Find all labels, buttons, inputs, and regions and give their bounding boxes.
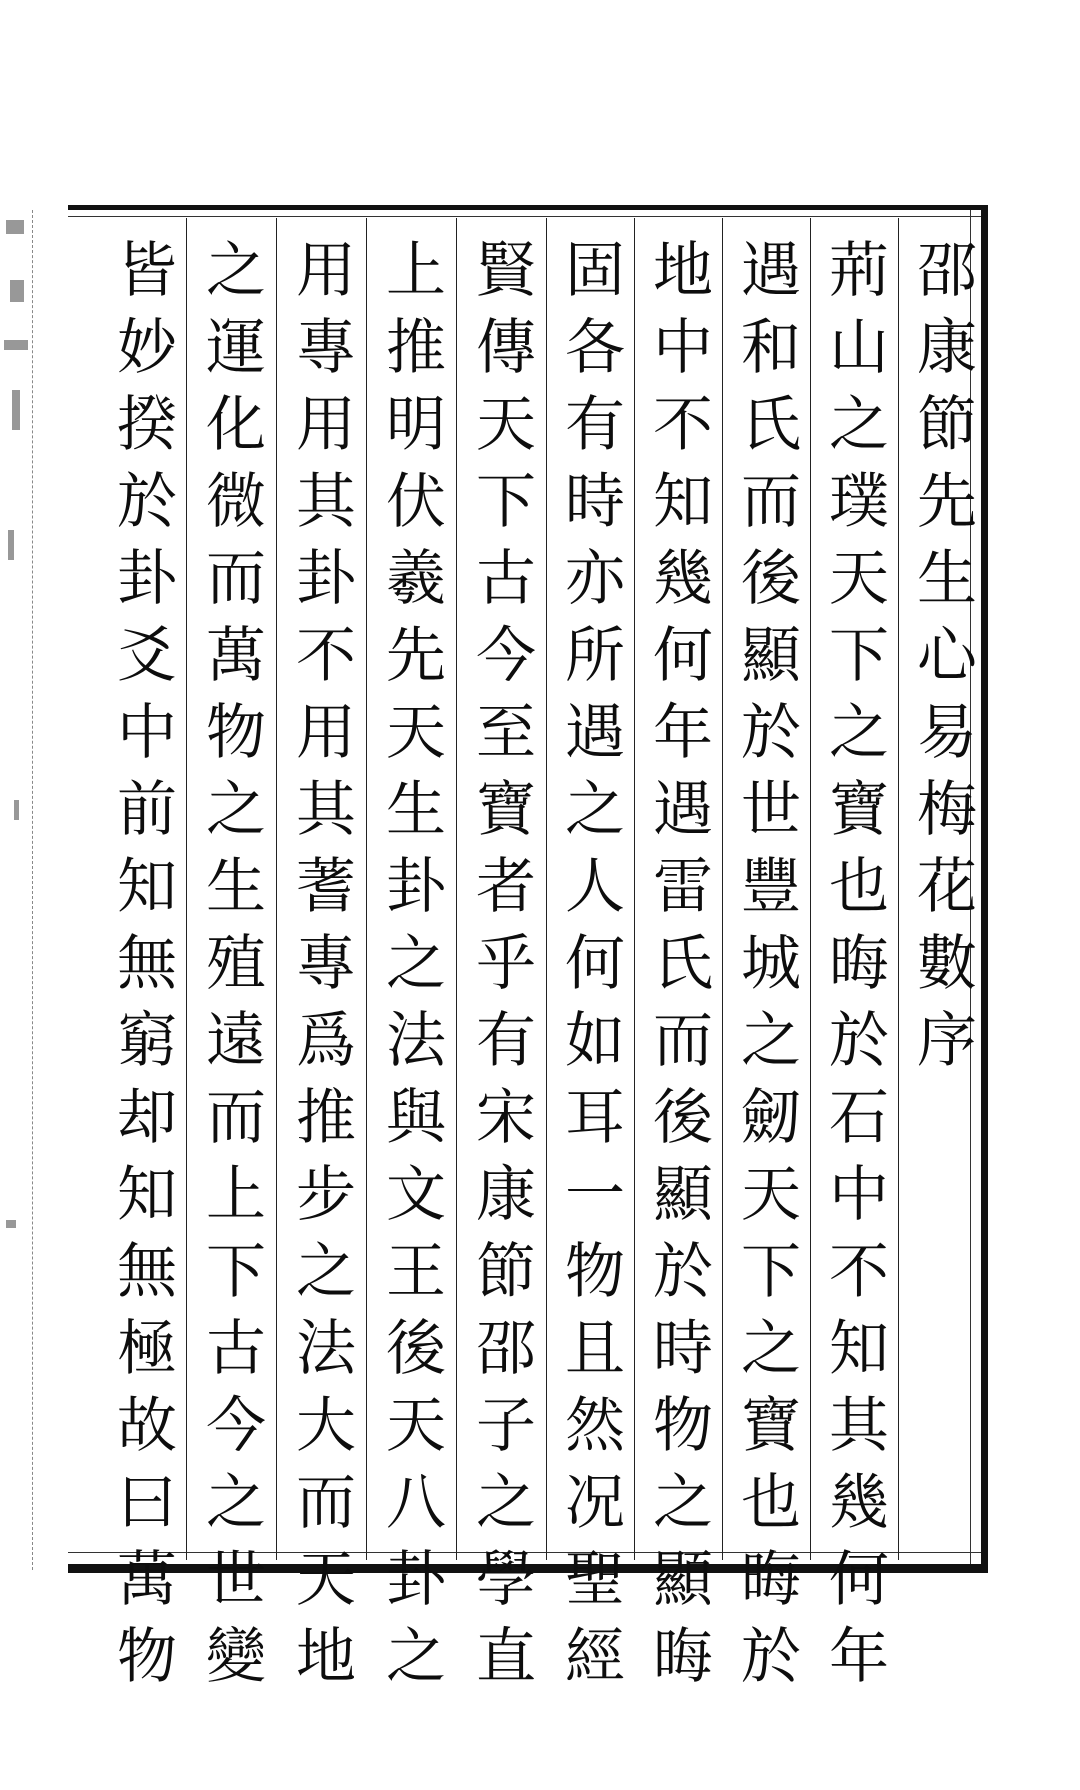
column-rule <box>546 218 547 1560</box>
ink-mark <box>4 340 28 350</box>
column-rule <box>722 218 723 1560</box>
ink-mark <box>8 530 14 560</box>
ink-mark <box>10 280 24 302</box>
ink-mark <box>12 390 20 430</box>
ink-mark <box>6 1220 16 1228</box>
text-column: 地中不知幾何年遇雷氏而後顯於時物之顯晦 <box>643 238 713 1701</box>
adjacent-page-rule <box>32 210 33 1570</box>
column-rule <box>186 218 187 1560</box>
column-rule <box>634 218 635 1560</box>
text-column: 荊山之璞天下之寶也晦於石中不知其幾何年 <box>819 238 889 1701</box>
adjacent-page-edge <box>0 200 40 1580</box>
column-rule <box>366 218 367 1560</box>
text-column: 之運化微而萬物之生殖遠而上下古今之世變 <box>196 238 266 1701</box>
column-rule <box>898 218 899 1560</box>
frame-inner-top-line <box>68 216 981 217</box>
column-rule <box>810 218 811 1560</box>
text-column: 賢傳天下古今至寶者乎有宋康節邵子之學直 <box>466 238 536 1701</box>
text-column: 用專用其卦不用其蓍專爲推步之法大而天地 <box>286 238 356 1701</box>
text-column: 上推明伏羲先天生卦之法與文王後天八卦之 <box>376 238 446 1701</box>
column-rule <box>456 218 457 1560</box>
ink-mark <box>14 800 19 820</box>
text-column: 遇和氏而後顯於世豐城之劒天下之寶也晦於 <box>731 238 801 1701</box>
ink-mark <box>6 220 24 234</box>
text-column: 固各有時亦所遇之人何如耳一物且然况聖經 <box>555 238 625 1701</box>
column-rule <box>276 218 277 1560</box>
text-column: 皆妙揆於卦爻中前知無窮却知無極故曰萬物 <box>107 238 177 1701</box>
title-column: 邵康節先生心易梅花數序 <box>907 238 977 1085</box>
